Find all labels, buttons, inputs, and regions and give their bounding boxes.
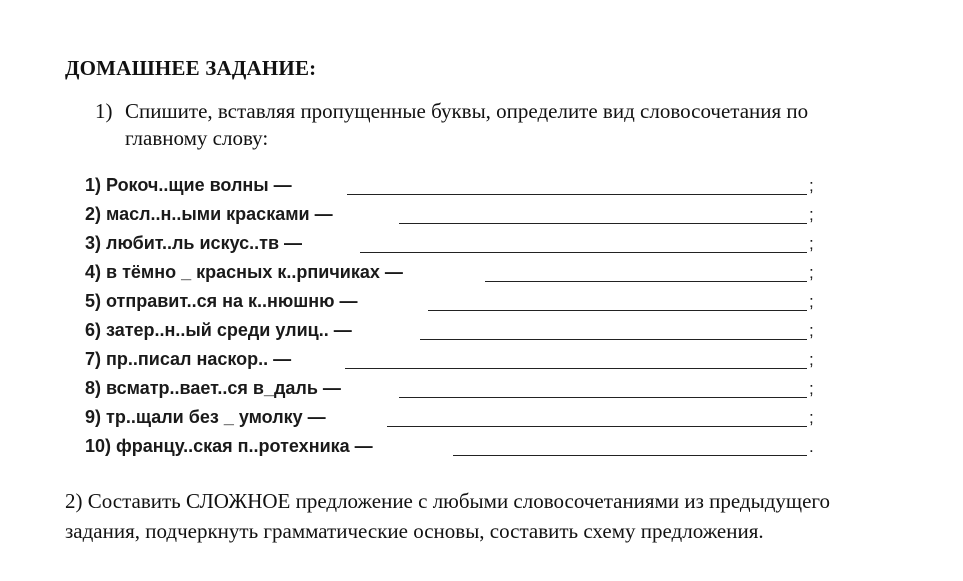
answer-line[interactable] <box>399 397 807 398</box>
item-label: 8) всматр..вает..ся в_даль — <box>85 378 341 398</box>
answer-line[interactable] <box>347 194 807 195</box>
list-item <box>85 259 825 288</box>
answer-line[interactable] <box>345 368 807 369</box>
item-end-punct: ; <box>809 176 814 195</box>
list-item <box>85 433 825 462</box>
answer-line[interactable] <box>360 252 807 253</box>
item-end-punct: ; <box>809 350 814 369</box>
item-label: 3) любит..ль искус..тв — <box>85 233 303 253</box>
task-2 <box>65 486 945 546</box>
item-end-punct: . <box>809 437 814 456</box>
item-label: 5) отправит..ся на к..нюшню — <box>85 291 358 311</box>
item-label: 1) Рокоч..щие волны — <box>85 175 292 195</box>
list-item <box>85 317 825 346</box>
item-end-punct: ; <box>809 292 814 311</box>
list-item <box>85 201 825 230</box>
answer-line[interactable] <box>399 223 807 224</box>
list-item <box>85 288 825 317</box>
list-item <box>85 346 825 375</box>
item-label: 6) затер..н..ый среди улиц.. — <box>85 320 352 340</box>
item-label: 7) пр..писал наскор.. — <box>85 349 292 369</box>
list-item <box>85 172 825 201</box>
item-end-punct: ; <box>809 408 814 427</box>
answer-line[interactable] <box>453 455 807 456</box>
task-1 <box>95 98 915 152</box>
item-end-punct: ; <box>809 205 814 224</box>
page-title: ДОМАШНЕЕ ЗАДАНИЕ: <box>65 56 317 80</box>
list-item <box>85 375 825 404</box>
list-item <box>85 230 825 259</box>
answer-line[interactable] <box>485 281 807 282</box>
task-1-text-line1: Спишите, вставляя пропущенные буквы, определите вид словосочетания по <box>125 99 809 123</box>
item-end-punct: ; <box>809 321 814 340</box>
item-label: 2) масл..н..ыми красками — <box>85 204 333 224</box>
task-2-text-line2: задания, подчеркнуть грамматические основы, составить схему предложения. <box>65 519 764 543</box>
item-label: 10) францу..ская п..ротехника — <box>85 436 373 456</box>
exercise-list <box>85 172 825 462</box>
item-end-punct: ; <box>809 234 814 253</box>
answer-line[interactable] <box>420 339 807 340</box>
item-end-punct: ; <box>809 263 814 282</box>
item-end-punct: ; <box>809 379 814 398</box>
task-1-number: 1) <box>95 99 113 123</box>
item-label: 4) в тёмно _ красных к..рпичиках — <box>85 262 403 282</box>
task-2-text-line1: 2) Составить СЛОЖНОЕ предложение с любыми словосочетаниями из предыдущего <box>65 489 830 513</box>
answer-line[interactable] <box>428 310 807 311</box>
item-label: 9) тр..щали без _ умолку — <box>85 407 326 427</box>
task-1-text-line2: главному слову: <box>125 126 269 150</box>
answer-line[interactable] <box>387 426 807 427</box>
list-item <box>85 404 825 433</box>
